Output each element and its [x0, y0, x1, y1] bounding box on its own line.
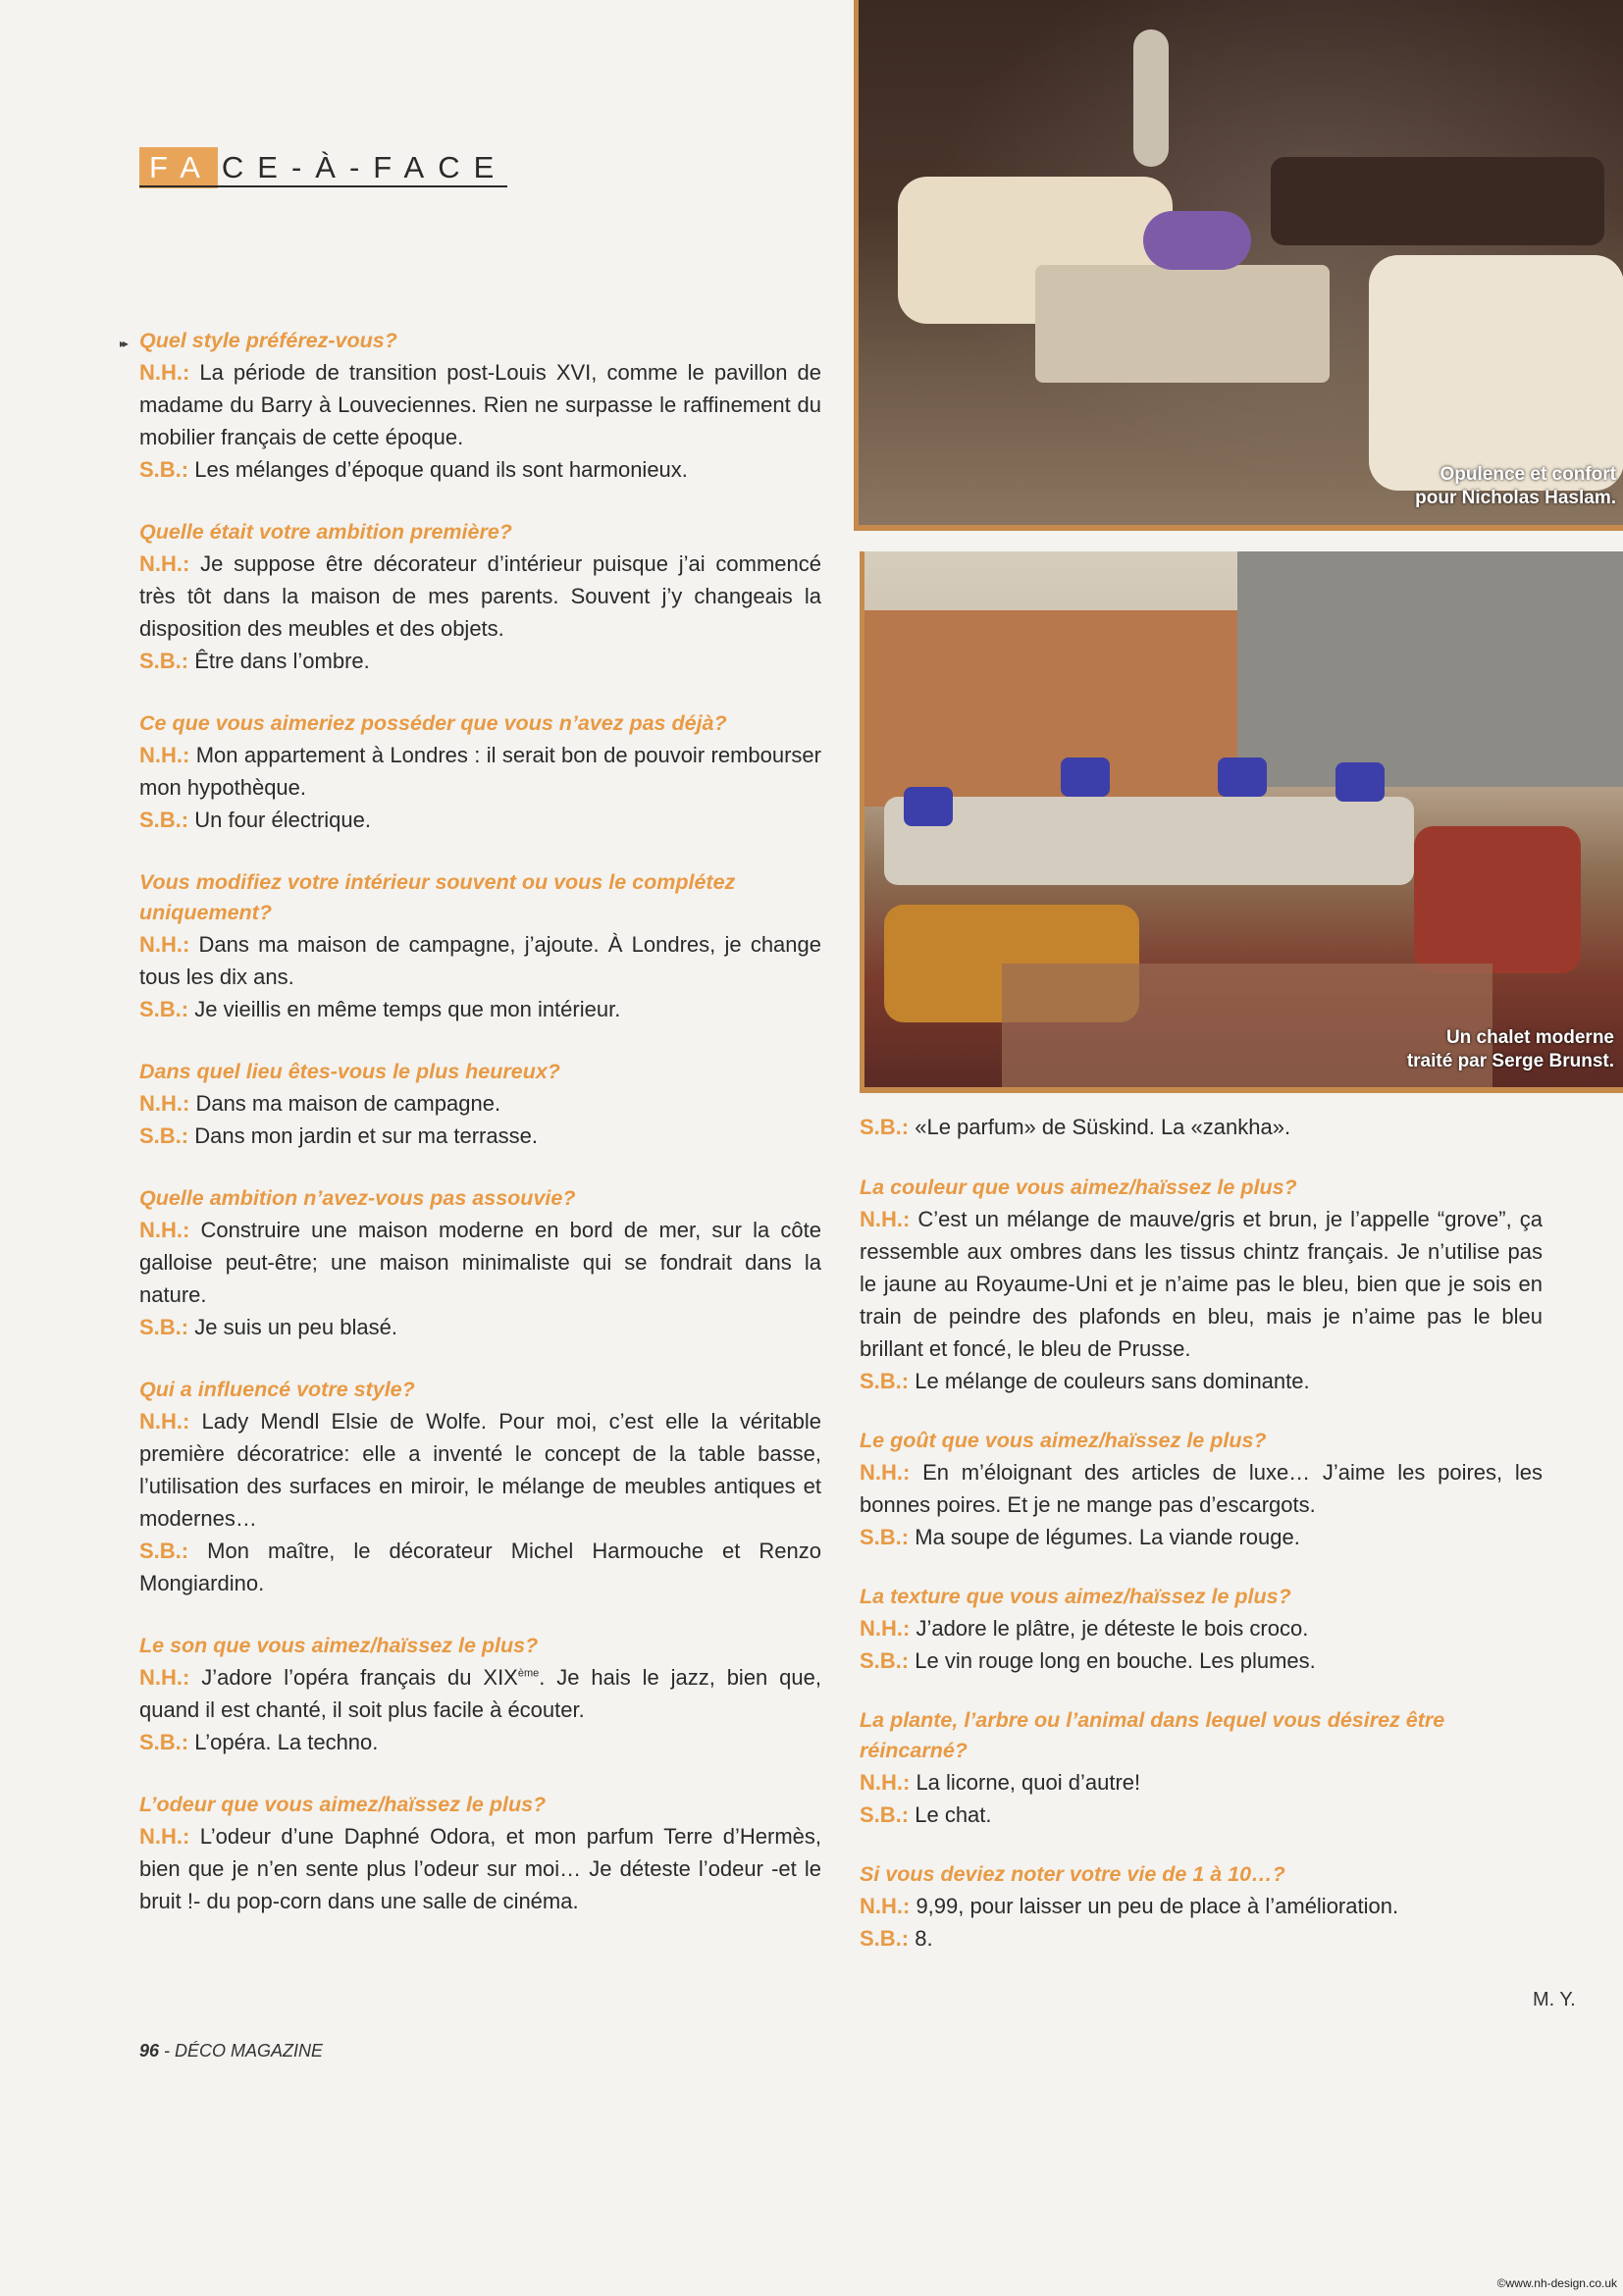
answer — [139, 453, 821, 486]
answer-text: 9,99, pour laisser un peu de place à l’amélioration. — [910, 1894, 1399, 1918]
answer — [860, 1644, 1543, 1677]
page-number: 96 — [139, 2041, 160, 2061]
answer-text: La licorne, quoi d’autre! — [910, 1770, 1141, 1795]
coffee-table-shape — [1035, 265, 1330, 383]
speaker-label: S.B.: — [860, 1115, 910, 1139]
answer-text: La période de transition post-Louis XVI, comme le pavillon de madame du Barry à Louveciennes. Rien ne surpasse le raffinement du mobilier français de cette époque. — [139, 360, 821, 449]
caption-line: pour Nicholas Haslam. — [1415, 488, 1616, 508]
wall-panel-shape — [864, 610, 1237, 807]
qa-block — [139, 1057, 821, 1152]
answer-text: C’est un mélange de mauve/gris et brun, je l’appelle “grove”, ça ressemble aux ombres dans les tissus chintz français. Je n’utilise pas le jaune au Royaume-Uni et je n’aime pas le bleu, bien que je sois en train de peindre des plafonds en bleu, mais je n’aime pas le bleu brillant et foncé, le bleu de Prusse. — [860, 1207, 1543, 1361]
speaker-label: N.H.: — [139, 1218, 190, 1242]
answer — [139, 645, 821, 677]
answer-text: Le chat. — [909, 1802, 992, 1827]
qa-block — [860, 1426, 1543, 1553]
answer-text: Je suppose être décorateur d’intérieur puisque j’ai commencé très tôt dans la maison de mes parents. Souvent j’y changeais la disposition des meubles et des objets. — [139, 551, 821, 641]
answer-text: Dans ma maison de campagne, j’ajoute. À Londres, je change tous les dix ans. — [139, 932, 821, 989]
speaker-label: S.B.: — [139, 457, 189, 482]
speaker-label: N.H.: — [139, 551, 190, 576]
answer — [139, 1214, 821, 1311]
speaker-label: S.B.: — [860, 1525, 910, 1549]
answer-text: Être dans l’ombre. — [188, 649, 370, 673]
answer-text: «Le parfum» de Süskind. La «zankha». — [909, 1115, 1291, 1139]
qa-block — [139, 1183, 821, 1343]
answer-text: . Je hais le jazz, bien que, quand il est chanté, il soit plus facile à écouter. — [139, 1665, 821, 1722]
question: Le son que vous aimez/haïssez le plus? — [139, 1634, 539, 1657]
qa-block — [139, 708, 821, 836]
caption-line: Opulence et confort — [1440, 464, 1616, 485]
answer-text: J’adore le plâtre, je déteste le bois croco. — [910, 1616, 1309, 1641]
red-armchair-shape — [1414, 826, 1581, 973]
qa-block — [860, 1859, 1543, 1955]
speaker-label: N.H.: — [860, 1460, 911, 1485]
answer — [139, 804, 821, 836]
cushion-shape — [904, 787, 953, 826]
blue-sofa-shape — [884, 797, 1414, 885]
qa-block — [139, 326, 821, 486]
speaker-label: S.B.: — [139, 997, 189, 1021]
answer-text: Les mélanges d’époque quand ils sont harmonieux. — [188, 457, 688, 482]
question: Dans quel lieu êtes-vous le plus heureux? — [139, 1060, 560, 1083]
question: Qui a influencé votre style? — [139, 1378, 415, 1401]
answer-text: Mon maître, le décorateur Michel Harmouche et Renzo Mongiardino. — [139, 1539, 821, 1595]
qa-block — [139, 1375, 821, 1599]
question: L’odeur que vous aimez/haïssez le plus? — [139, 1793, 547, 1816]
answer-text: J’adore l’opéra français du XIX — [189, 1665, 518, 1690]
answer-text: Lady Mendl Elsie de Wolfe. Pour moi, c’est elle la véritable première décoratrice: elle a inventé le concept de la table basse, l’utilisation des surfaces en miroir, le mélange de meubles antiques et modernes… — [139, 1409, 821, 1531]
bullet-arrow-icon: ▸▸ — [120, 337, 127, 350]
answer — [139, 739, 821, 804]
statue-shape — [1133, 29, 1169, 167]
right-column — [860, 1111, 1543, 1983]
qa-block — [860, 1705, 1543, 1831]
answer-text: Le mélange de couleurs sans dominante. — [909, 1369, 1310, 1393]
answer — [139, 1120, 821, 1152]
answer — [860, 1456, 1543, 1521]
question: La texture que vous aimez/haïssez le plus? — [860, 1585, 1291, 1608]
qa-block — [139, 1790, 821, 1917]
answer-text: Je suis un peu blasé. — [188, 1315, 397, 1339]
question: La couleur que vous aimez/haïssez le plus? — [860, 1175, 1297, 1199]
answer — [860, 1890, 1543, 1922]
answer-text: Le vin rouge long en bouche. Les plumes. — [909, 1648, 1316, 1673]
watermark: ©www.nh-design.co.uk — [1496, 2276, 1617, 2290]
speaker-label: S.B.: — [139, 1315, 189, 1339]
answer — [139, 993, 821, 1025]
speaker-label: S.B.: — [139, 1730, 189, 1754]
speaker-label: N.H.: — [139, 743, 190, 767]
qa-block — [139, 1631, 821, 1758]
photo-caption-bottom — [1407, 1026, 1614, 1073]
answer-text: Je vieillis en même temps que mon intérieur. — [188, 997, 621, 1021]
speaker-label: N.H.: — [139, 1409, 190, 1434]
section-header — [139, 147, 507, 188]
speaker-label: N.H.: — [139, 1091, 190, 1116]
header-rule — [139, 185, 507, 187]
magazine-name: - DÉCO MAGAZINE — [159, 2041, 324, 2061]
question: La plante, l’arbre ou l’animal dans lequel vous désirez être réincarné? — [860, 1708, 1445, 1762]
answer — [860, 1612, 1543, 1644]
left-column — [139, 326, 821, 1949]
answer — [139, 1087, 821, 1120]
photo-caption-top — [1415, 463, 1616, 510]
answer — [139, 1535, 821, 1599]
speaker-label: N.H.: — [860, 1770, 911, 1795]
header-highlight: FA — [139, 147, 218, 188]
answer-lead — [860, 1111, 1543, 1143]
speaker-label: S.B.: — [139, 1539, 189, 1563]
answer — [139, 928, 821, 993]
answer-text: Mon appartement à Londres : il serait bon de pouvoir rembourser mon hypothèque. — [139, 743, 821, 800]
speaker-label: S.B.: — [139, 1123, 189, 1148]
question: Si vous deviez noter votre vie de 1 à 10…? — [860, 1862, 1285, 1886]
qa-block — [139, 517, 821, 677]
question: Quel style préférez-vous? — [139, 329, 397, 352]
speaker-label: S.B.: — [860, 1369, 910, 1393]
answer-text: Un four électrique. — [188, 808, 371, 832]
answer — [139, 356, 821, 453]
answer — [139, 1405, 821, 1535]
caption-line: traité par Serge Brunst. — [1406, 1051, 1614, 1071]
cushion-shape — [1335, 762, 1385, 802]
speaker-label: N.H.: — [860, 1616, 911, 1641]
speaker-label: N.H.: — [860, 1894, 911, 1918]
cushion-shape — [1218, 757, 1267, 797]
speaker-label: N.H.: — [139, 1824, 190, 1849]
cushion-shape — [1061, 757, 1110, 797]
stone-wall-shape — [1237, 551, 1623, 787]
answer-text: L’odeur d’une Daphné Odora, et mon parfum Terre d’Hermès, bien que je n’en sente plus l’odeur sur moi… Je déteste l’odeur -et le bruit !- du pop-corn dans une salle de cinéma. — [139, 1824, 821, 1913]
photo-chalet — [860, 551, 1623, 1093]
question: Le goût que vous aimez/haïssez le plus? — [860, 1429, 1267, 1452]
answer — [860, 1922, 1543, 1955]
answer — [139, 1726, 821, 1758]
speaker-label: N.H.: — [139, 360, 190, 385]
speaker-label: S.B.: — [139, 808, 189, 832]
flowers-shape — [1143, 211, 1251, 270]
speaker-label: S.B.: — [860, 1926, 910, 1951]
speaker-label: N.H.: — [139, 1665, 190, 1690]
answer-text: Dans mon jardin et sur ma terrasse. — [188, 1123, 538, 1148]
answer — [139, 1661, 821, 1726]
page-footer — [139, 2041, 323, 2061]
speaker-label: S.B.: — [860, 1802, 910, 1827]
answer — [860, 1521, 1543, 1553]
photo-opulence — [854, 0, 1623, 531]
speaker-label: N.H.: — [860, 1207, 911, 1231]
question: Quelle était votre ambition première? — [139, 520, 512, 544]
caption-line: Un chalet moderne — [1445, 1027, 1614, 1048]
answer — [860, 1365, 1543, 1397]
answer-text: L’opéra. La techno. — [188, 1730, 379, 1754]
qa-block — [860, 1582, 1543, 1677]
answer-text: Dans ma maison de campagne. — [189, 1091, 501, 1116]
answer — [139, 1311, 821, 1343]
armchair-shape — [1369, 255, 1623, 491]
qa-block — [860, 1173, 1543, 1397]
answer — [139, 548, 821, 645]
qa-block — [139, 867, 821, 1025]
author-signature: M. Y. — [1533, 1989, 1576, 2010]
answer — [860, 1766, 1543, 1799]
speaker-label: N.H.: — [139, 932, 190, 957]
superscript: ème — [517, 1667, 540, 1680]
answer-text: Ma soupe de légumes. La viande rouge. — [909, 1525, 1300, 1549]
speaker-label: S.B.: — [860, 1648, 910, 1673]
answer — [139, 1820, 821, 1917]
answer — [860, 1799, 1543, 1831]
header-title: CE-À-FACE — [221, 150, 508, 184]
speaker-label: S.B.: — [139, 649, 189, 673]
answer — [860, 1203, 1543, 1365]
answer-text: En m’éloignant des articles de luxe… J’aime les poires, les bonnes poires. Et je ne mange pas d’escargots. — [860, 1460, 1543, 1517]
question: Ce que vous aimeriez posséder que vous n’avez pas déjà? — [139, 711, 727, 735]
question: Quelle ambition n’avez-vous pas assouvie? — [139, 1186, 576, 1210]
answer-text: Construire une maison moderne en bord de mer, sur la côte galloise peut-être; une maison minimaliste qui se fondrait dans la nature. — [139, 1218, 821, 1307]
question: Vous modifiez votre intérieur souvent ou vous le complétez uniquement? — [139, 870, 736, 924]
rear-sofa-shape — [1271, 157, 1604, 245]
answer-text: 8. — [909, 1926, 933, 1951]
